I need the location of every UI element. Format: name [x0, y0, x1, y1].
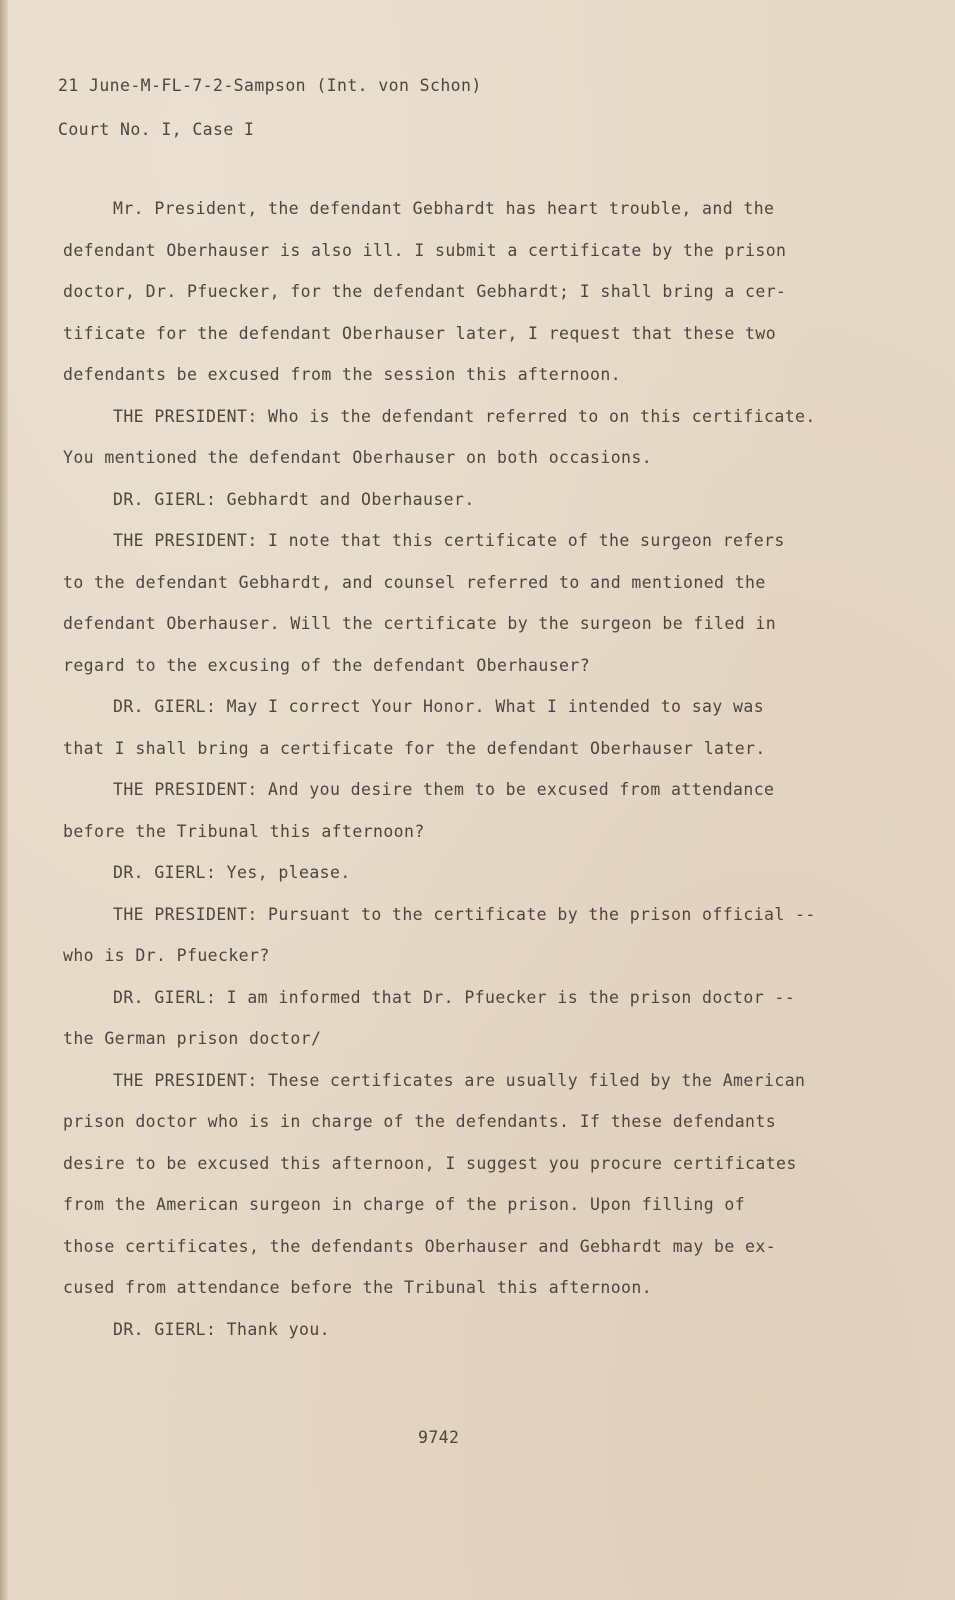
transcript-line: prison doctor who is in charge of the defendants. If these defendants [63, 1112, 777, 1131]
transcript-line: THE PRESIDENT: Who is the defendant referred to on this certificate. [113, 406, 816, 426]
header-court: Court No. I, Case I [58, 120, 255, 139]
transcript-line: defendants be excused from the session this afternoon. [63, 365, 622, 384]
transcript-line: regard to the excusing of the defendant Oberhauser? [63, 655, 591, 675]
transcript-line: You mentioned the defendant Oberhauser on both occasions. [63, 448, 653, 467]
transcript-line: who is Dr. Pfuecker? [63, 946, 270, 965]
transcript-line: DR. GIERL: May I correct Your Honor. What I intended to say was [113, 697, 765, 716]
transcript-line: Mr. President, the defendant Gebhardt has heart trouble, and the [113, 199, 775, 218]
transcript-line: doctor, Dr. Pfuecker, for the defendant Gebhardt; I shall bring a cer- [63, 282, 787, 301]
transcript-line: cused from attendance before the Tribunal this afternoon. [63, 1278, 653, 1297]
transcript-line: THE PRESIDENT: These certificates are usually filed by the American [113, 1070, 806, 1090]
transcript-line: THE PRESIDENT: And you desire them to be excused from attendance [113, 780, 775, 799]
transcript-line: those certificates, the defendants Oberhauser and Gebhardt may be ex- [63, 1236, 777, 1256]
transcript-line: defendant Oberhauser is also ill. I submit a certificate by the prison [63, 240, 787, 260]
transcript-line: the German prison doctor/ [63, 1029, 322, 1048]
page-number: 9742 [418, 1428, 460, 1447]
transcript-line: tificate for the defendant Oberhauser later, I request that these two [63, 323, 777, 343]
transcript-line: defendant Oberhauser. Will the certificate by the surgeon be filed in [63, 614, 777, 633]
transcript-line: from the American surgeon in charge of the prison. Upon filling of [63, 1195, 746, 1214]
transcript-line: before the Tribunal this afternoon? [63, 821, 425, 841]
transcript-line: DR. GIERL: Gebhardt and Oberhauser. [113, 489, 475, 509]
transcript-line: DR. GIERL: Thank you. [113, 1319, 331, 1339]
transcript-line: THE PRESIDENT: Pursuant to the certificate by the prison official -- [113, 904, 816, 924]
transcript-line: DR. GIERL: Yes, please. [113, 863, 351, 882]
transcript-line: THE PRESIDENT: I note that this certificate of the surgeon refers [113, 531, 785, 550]
transcript-line: to the defendant Gebhardt, and counsel referred to and mentioned the [63, 572, 766, 592]
transcript-line: desire to be excused this afternoon, I suggest you procure certificates [63, 1153, 797, 1173]
transcript-line: DR. GIERL: I am informed that Dr. Pfuecker is the prison doctor -- [113, 987, 796, 1007]
page-edge [0, 0, 8, 1600]
header-reference: 21 June-M-FL-7-2-Sampson (Int. von Schon) [58, 76, 482, 95]
transcript-line: that I shall bring a certificate for the defendant Oberhauser later. [63, 738, 766, 758]
transcript-body [63, 188, 823, 1350]
